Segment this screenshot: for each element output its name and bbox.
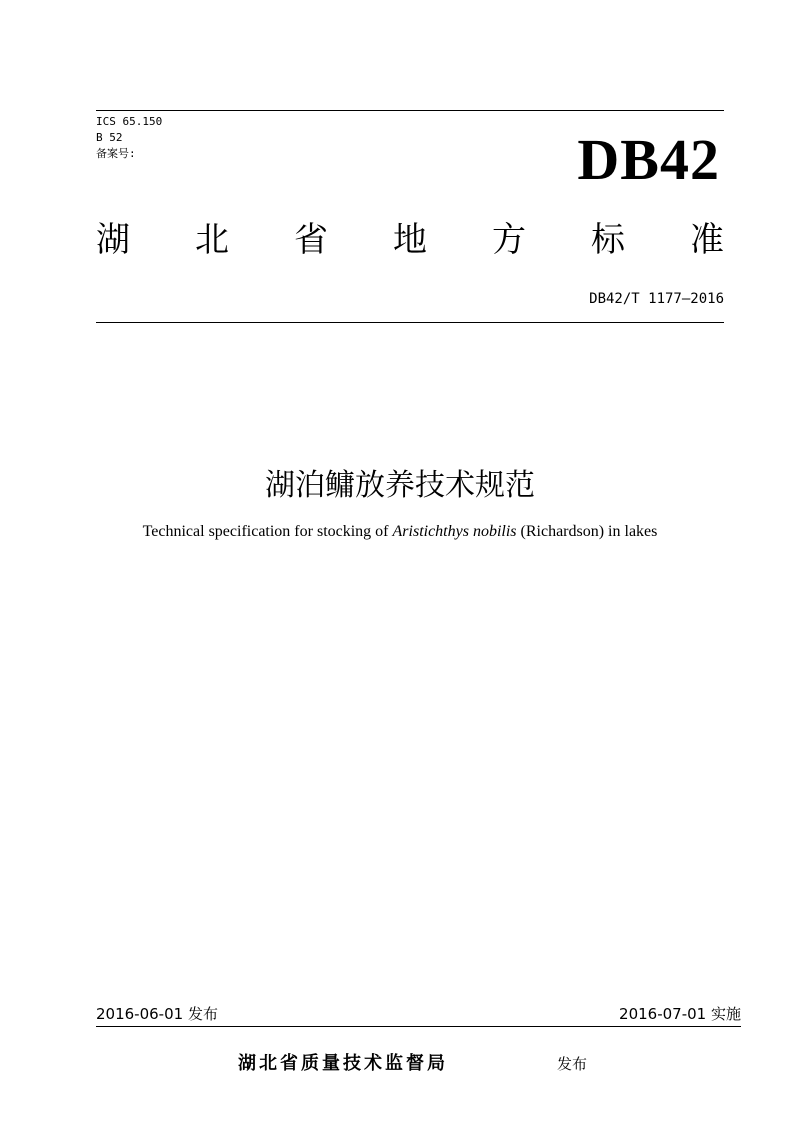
- standard-type-title: [96, 218, 724, 262]
- title-char: 湖: [96, 220, 130, 260]
- ics-code: ICS 65.150: [96, 115, 163, 128]
- document-title-chinese: 湖泊鳙放养技术规范: [265, 468, 535, 503]
- issuing-authority: 湖北省质量技术监督局: [238, 1053, 448, 1074]
- title-char: 方: [492, 220, 526, 260]
- title-char: 准: [690, 220, 724, 260]
- species-name: Aristichthys nobilis: [392, 523, 517, 540]
- top-rule: [96, 110, 724, 111]
- english-title-prefix: Technical specification for stocking of: [142, 523, 393, 540]
- document-title-english: [40, 522, 760, 542]
- ccs-code: B 52: [96, 131, 123, 144]
- implementation-date: 2016-07-01 实施: [619, 1005, 741, 1023]
- header-rule: [96, 322, 724, 323]
- footer-rule: [96, 1026, 741, 1027]
- filing-number-label: 备案号:: [96, 147, 136, 160]
- issue-action: 发布: [557, 1055, 588, 1073]
- title-char: 省: [294, 220, 328, 260]
- publish-date: 2016-06-01 发布: [96, 1005, 218, 1023]
- title-char: 北: [195, 220, 229, 260]
- standard-number: DB42/T 1177—2016: [589, 291, 724, 307]
- title-char: 标: [591, 220, 625, 260]
- english-title-suffix: (Richardson) in lakes: [516, 523, 658, 540]
- title-char: 地: [393, 220, 427, 260]
- standard-code-logo: DB42: [577, 127, 720, 192]
